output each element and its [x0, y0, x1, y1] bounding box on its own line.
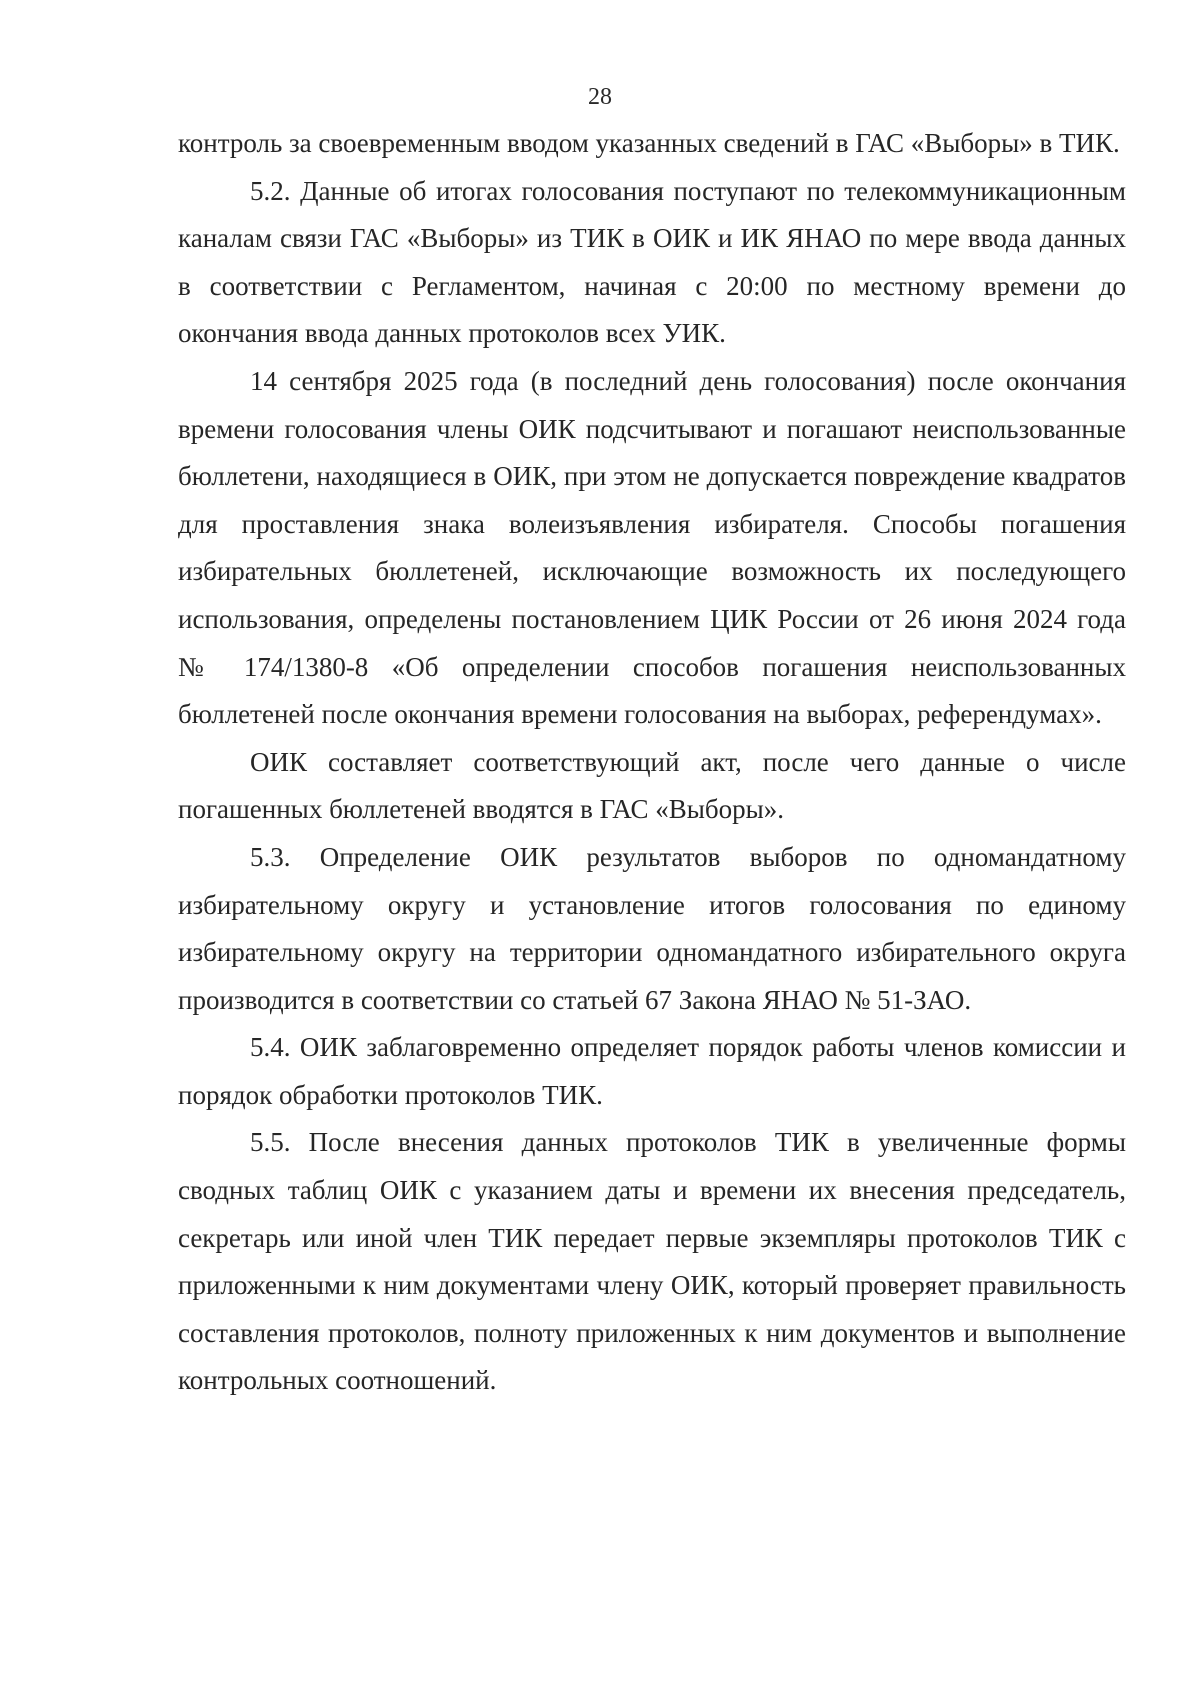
paragraph-5-4: 5.4. ОИК заблаговременно определяет порядок работы членов комиссии и порядок обработки протоколов ТИК.	[178, 1032, 1126, 1110]
paragraph-5-2: 5.2. Данные об итогах голосования поступают по телекоммуникационным каналам связи ГАС «Выборы» из ТИК в ОИК и ИК ЯНАО по мере ввода данных в соответствии с Регламентом, начиная с 20:00 по местному времени до окончания ввода данных протоколов всех УИК.	[178, 175, 1126, 349]
paragraph-act: ОИК составляет соответствующий акт, после чего данные о числе погашенных бюллетеней вводятся в ГАС «Выборы».	[178, 746, 1126, 825]
paragraph-5-5: 5.5. После внесения данных протоколов ТИК в увеличенные формы сводных таблиц ОИК с указанием даты и времени их внесения председатель, секретарь или иной член ТИК передает первые экземпляры протоколов ТИК с приложенными к ним документами члену ОИК, который проверяет правильность составления протоколов, полноту приложенных к ним документов и выполнение контрольных соотношений.	[178, 1127, 1126, 1396]
document-body	[178, 120, 1126, 1405]
page-number: 28	[588, 84, 612, 110]
paragraph-continuation: контроль за своевременным вводом указанных сведений в ГАС «Выборы» в ТИК.	[178, 128, 1120, 158]
paragraph-ballot-cancellation: 14 сентября 2025 года (в последний день голосования) после окончания времени голосования члены ОИК подсчитывают и погашают неиспользованные бюллетени, находящиеся в ОИК, при этом не допускается повреждение квадратов для проставления знака волеизъявления избирателя. Способы погашения избирательных бюллетеней, исключающие возможность их последующего использования, определены постановлением ЦИК России от 26 июня 2024 года № 174/1380-8 «Об определении способов погашения неиспользованных бюллетеней после окончания времени голосования на выборах, референдумах».	[178, 365, 1126, 730]
paragraph-5-3: 5.3. Определение ОИК результатов выборов по одномандатному избирательному округу и установление итогов голосования по единому избирательному округу на территории одномандатного избирательного округа производится в соответствии со статьей 67 Закона ЯНАО № 51-ЗАО.	[178, 841, 1126, 1015]
